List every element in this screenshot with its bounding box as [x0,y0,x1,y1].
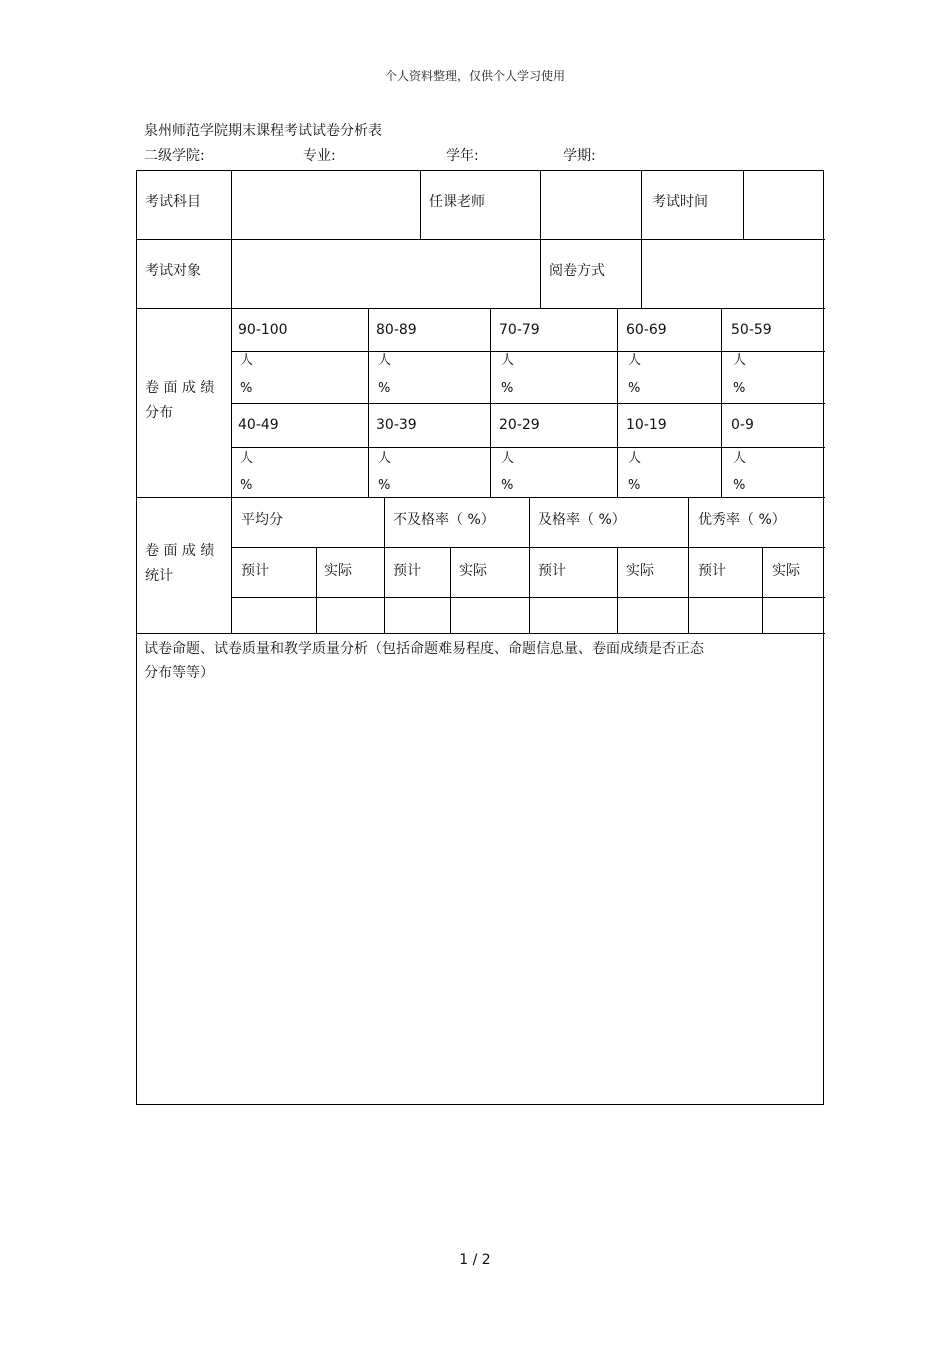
col-divider [316,547,317,633]
row-divider [231,547,825,548]
actual-label: 实际 [459,563,487,579]
range-label: 70-79 [499,322,540,338]
people-label: 人 [240,451,254,466]
actual-label: 实际 [324,563,352,579]
header-note: 个人资料整理，仅供个人学习使用 [384,69,565,83]
people-label: 人 [733,451,747,466]
predicted-label: 预计 [241,563,269,579]
range-label: 90-100 [238,322,288,338]
col-divider [490,308,491,497]
range-label: 0-9 [731,417,754,433]
range-label: 30-39 [376,417,417,433]
range-label: 50-59 [731,322,772,338]
row-divider [231,447,825,448]
actual-label: 实际 [772,563,800,579]
col-divider [721,308,722,497]
analysis-prompt-line2: 分布等等） [144,665,214,681]
people-label: 人 [378,451,392,466]
col-divider [450,547,451,633]
col-divider [529,497,530,633]
distribution-label: 卷 面 成 绩 [145,380,215,396]
people-label: 人 [628,451,642,466]
people-label: 人 [240,353,254,368]
predicted-label: 预计 [393,563,421,579]
predicted-label: 预计 [538,563,566,579]
distribution-label-2: 分布 [145,405,173,421]
range-label: 80-89 [376,322,417,338]
row-divider [231,403,825,404]
people-label: 人 [501,451,515,466]
analysis-prompt [144,637,764,685]
row-divider [137,239,825,240]
percent-label: % [240,478,253,493]
col-divider [617,308,618,497]
subject-label: 考试科目 [145,194,201,210]
year-label: 学年: [446,148,479,164]
col-divider [420,171,421,239]
percent-label: % [378,478,391,493]
stats-label-2: 统计 [145,568,173,584]
stats-label: 卷 面 成 绩 [145,543,215,559]
percent-label: % [501,381,514,396]
col-divider [641,171,642,308]
analysis-prompt-line1: 试卷命题、试卷质量和教学质量分析（包括命题难易程度、命题信息量、卷面成绩是否正态 [144,641,704,657]
percent-label: % [378,381,391,396]
col-divider [540,171,541,308]
col-divider [743,171,744,239]
row-divider [137,497,825,498]
people-label: 人 [501,353,515,368]
percent-label: % [501,478,514,493]
percent-label: % [628,478,641,493]
col-divider [688,497,689,633]
grading-method-label: 阅卷方式 [549,263,605,279]
page-number: 1 / 2 [459,1252,491,1268]
col-divider [384,497,385,633]
range-label: 60-69 [626,322,667,338]
people-label: 人 [378,353,392,368]
col-divider [231,171,232,633]
predicted-label: 预计 [698,563,726,579]
range-label: 10-19 [626,417,667,433]
exam-target-label: 考试对象 [145,263,201,279]
range-label: 20-29 [499,417,540,433]
col-divider [762,547,763,633]
college-label: 二级学院: [144,148,205,164]
col-divider [368,308,369,497]
semester-label: 学期: [563,148,596,164]
row-divider [231,597,825,598]
excellent-rate-header: 优秀率（ %） [698,512,786,528]
fail-rate-header: 不及格率（ %） [393,512,495,528]
major-label: 专业: [303,148,336,164]
percent-label: % [733,381,746,396]
pass-rate-header: 及格率（ %） [538,512,626,528]
form-title: 泉州师范学院期末课程考试试卷分析表 [144,123,382,139]
people-label: 人 [628,353,642,368]
average-score-header: 平均分 [241,512,283,528]
row-divider [137,633,825,634]
percent-label: % [628,381,641,396]
col-divider [617,547,618,633]
percent-label: % [733,478,746,493]
exam-time-label: 考试时间 [652,194,708,210]
people-label: 人 [733,353,747,368]
teacher-label: 任课老师 [429,194,485,210]
percent-label: % [240,381,253,396]
range-label: 40-49 [238,417,279,433]
actual-label: 实际 [626,563,654,579]
